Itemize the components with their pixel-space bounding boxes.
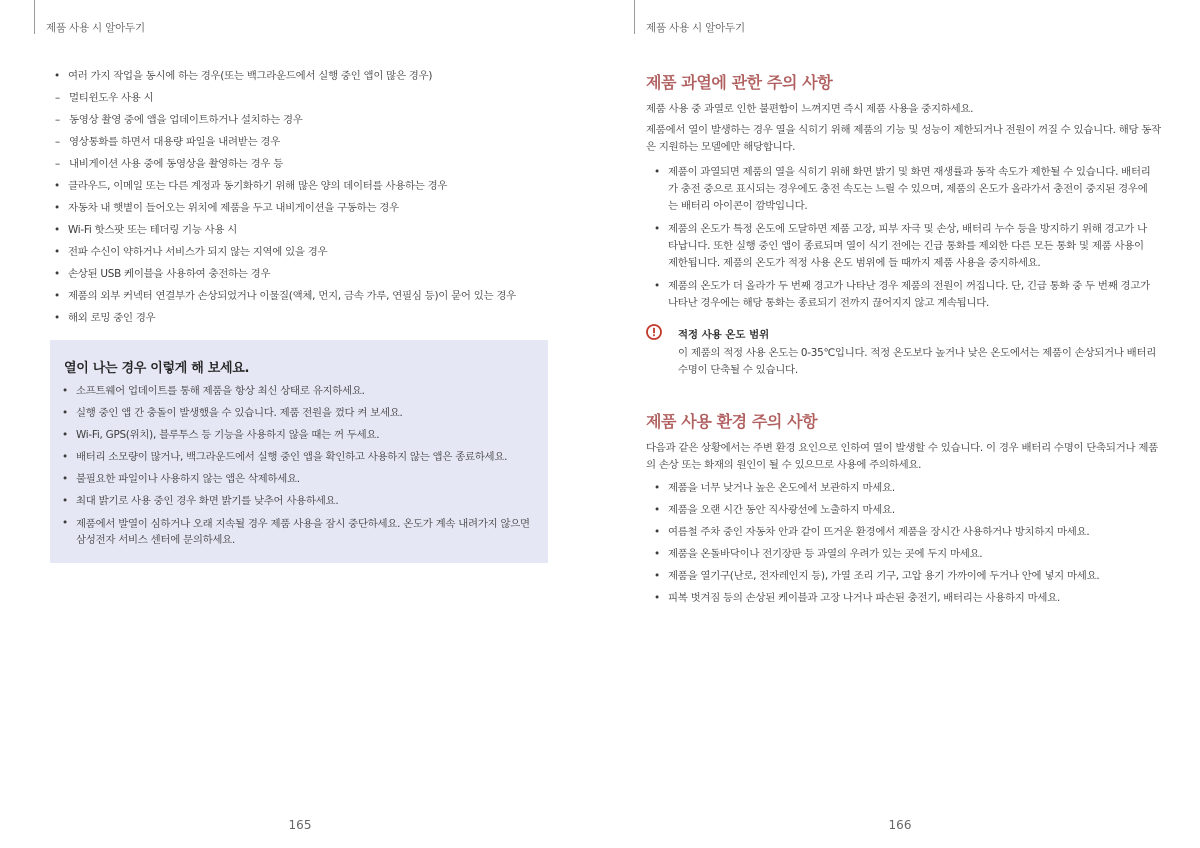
environment-intro: 다음과 같은 상황에서는 주변 환경 요인으로 인하여 열이 발생할 수 있습니다. 이 경우 배터리 수명이 단축되거나 제품의 손상 또는 화재의 원인이 될 수 있으므로 사용에 주의하세요. bbox=[646, 442, 1158, 471]
list-item: • 제품의 온도가 더 올라가 두 번째 경고가 나타난 경우 제품의 전원이 꺼집니다. 단, 긴급 통화 중 두 번째 경고가 나타난 경우에는 해당 통화는 종료되기 전까지 끊어지지 않고 계속됩니다. bbox=[654, 280, 1150, 309]
list-item: • 손상된 USB 케이블을 사용하여 충전하는 경우 bbox=[54, 268, 271, 280]
list-item: • 제품을 오랜 시간 동안 직사광선에 노출하지 마세요. bbox=[654, 504, 895, 516]
exclamation-circle-icon bbox=[646, 324, 662, 340]
sub-list bbox=[54, 91, 574, 172]
tip-item: • 불필요한 파일이나 사용하지 않는 앱은 삭제하세요. bbox=[62, 473, 300, 485]
list-item: • 제품이 과열되면 제품의 열을 식히기 위해 화면 밝기 및 화면 재생률과 동작 속도가 제한될 수 있습니다. 배터리가 충전 중으로 표시되는 경우에도 충전 속도는 느릴 수 있으며, 제품의 온도가 올라가서 충전이 중지된 경우에는 배터리 아이콘이 깜박입니다. bbox=[654, 166, 1151, 212]
tip-item: • 소프트웨어 업데이트를 통해 제품을 항상 최신 상태로 유지하세요. bbox=[62, 385, 365, 397]
list-item: • 해외 로밍 중인 경우 bbox=[54, 312, 156, 324]
page-number: 166 bbox=[888, 818, 912, 832]
list-item: • 제품의 온도가 특정 온도에 도달하면 제품 고장, 피부 자극 및 손상, 배터리 누수 등을 방지하기 위해 경고가 나타납니다. 또한 실행 중인 앱이 종료되며 열이 식기 전에는 긴급 통화를 제외한 다른 모든 통화 및 제품 사용이 제한됩니다. 제품의 온도가 적정 사용 온도 범위에 들 때까지 제품 사용을 중지하세요. bbox=[654, 223, 1147, 269]
list-item: • 클라우드, 이메일 또는 다른 계정과 동기화하기 위해 많은 양의 데이터를 사용하는 경우 bbox=[54, 180, 448, 192]
tip-list bbox=[62, 384, 532, 555]
sub-list-item: – 내비게이션 사용 중에 동영상을 촬영하는 경우 등 bbox=[55, 158, 284, 170]
sub-list-item: – 영상통화를 하면서 대용량 파일을 내려받는 경우 bbox=[55, 136, 281, 148]
header-divider bbox=[34, 0, 35, 34]
right-page bbox=[600, 0, 1200, 848]
header-divider bbox=[634, 0, 635, 34]
sub-list-item: – 멀티윈도우 사용 시 bbox=[55, 92, 154, 104]
list-item: • 피복 벗겨짐 등의 손상된 케이블과 고장 나거나 파손된 충전기, 배터리는 사용하지 마세요. bbox=[654, 592, 1061, 604]
overheat-intro: 제품 사용 중 과열로 인한 불편함이 느껴지면 즉시 제품 사용을 중지하세요. bbox=[646, 103, 974, 115]
tip-item: • 제품에서 발열이 심하거나 오래 지속될 경우 제품 사용을 잠시 중단하세요. 온도가 계속 내려가지 않으면 삼성전자 서비스 센터에 문의하세요. bbox=[62, 517, 530, 546]
list-item: • 여름철 주차 중인 자동차 안과 같이 뜨거운 환경에서 제품을 장시간 사용하거나 방치하지 마세요. bbox=[654, 526, 1090, 538]
notice-text: 이 제품의 적정 사용 온도는 0-35℃입니다. 적정 온도보다 높거나 낮은 온도에서는 제품이 손상되거나 배터리 수명이 단축될 수 있습니다. bbox=[678, 347, 1157, 376]
condition-list bbox=[54, 69, 574, 326]
tip-item: • 최대 밝기로 사용 중인 경우 화면 밝기를 낮추어 사용하세요. bbox=[62, 495, 339, 507]
tip-title: 열이 나는 경우 이렇게 해 보세요. bbox=[64, 361, 250, 376]
list-item: • 전파 수신이 약하거나 서비스가 되지 않는 지역에 있을 경우 bbox=[54, 246, 328, 258]
sub-list-item: – 동영상 촬영 중에 앱을 업데이트하거나 설치하는 경우 bbox=[55, 114, 303, 126]
overheat-list bbox=[654, 164, 1154, 312]
list-item: • Wi-Fi 핫스팟 또는 테더링 기능 사용 시 bbox=[54, 224, 238, 236]
list-item: • 제품의 외부 커넥터 연결부가 손상되었거나 이물질(액체, 먼지, 금속 가루, 연필심 등)이 묻어 있는 경우 bbox=[54, 290, 516, 302]
page-header: 제품 사용 시 알아두기 bbox=[646, 22, 745, 34]
tip-item: • 배터리 소모량이 많거나, 백그라운드에서 실행 중인 앱을 확인하고 사용하지 않는 앱은 종료하세요. bbox=[62, 451, 508, 463]
tip-item: • 실행 중인 앱 간 충돌이 발생했을 수 있습니다. 제품 전원을 껐다 켜 보세요. bbox=[62, 407, 403, 419]
list-item: • 제품을 온돌바닥이나 전기장판 등 과열의 우려가 있는 곳에 두지 마세요. bbox=[654, 548, 983, 560]
section-title-overheating: 제품 과열에 관한 주의 사항 bbox=[646, 73, 833, 92]
list-item: • 제품을 열기구(난로, 전자레인지 등), 가열 조리 기구, 고압 용기 가까이에 두거나 안에 넣지 마세요. bbox=[654, 570, 1100, 582]
environment-list bbox=[654, 481, 1164, 606]
notice-title: 적정 사용 온도 범위 bbox=[678, 329, 770, 341]
list-item: • 제품을 너무 낮거나 높은 온도에서 보관하지 마세요. bbox=[654, 482, 895, 494]
overheat-description: 제품에서 열이 발생하는 경우 열을 식히기 위해 제품의 기능 및 성능이 제한되거나 전원이 꺼질 수 있습니다. 해당 동작은 지원하는 모델에만 해당합니다. bbox=[646, 124, 1161, 153]
tip-box bbox=[50, 340, 548, 563]
list-item: • 여러 가지 작업을 동시에 하는 경우(또는 백그라운드에서 실행 중인 앱이 많은 경우) – 멀티윈도우 사용 시 – 동영상 촬영 중에 앱을 업데이트하거나 설치하는 경우 – 영상통화를 하면서 대용량 파일을 내려받는 경우 – 내비게이션 사용 중에 동영상을 촬영하는 경우 등 bbox=[54, 69, 574, 172]
page-number: 165 bbox=[288, 818, 312, 832]
list-item: • 자동차 내 햇볕이 들어오는 위치에 제품을 두고 내비게이션을 구동하는 경우 bbox=[54, 202, 399, 214]
tip-item: • Wi-Fi, GPS(위치), 블루투스 등 기능을 사용하지 않을 때는 꺼 두세요. bbox=[62, 429, 380, 441]
page-header: 제품 사용 시 알아두기 bbox=[46, 22, 145, 34]
section-title-environment: 제품 사용 환경 주의 사항 bbox=[646, 412, 818, 431]
